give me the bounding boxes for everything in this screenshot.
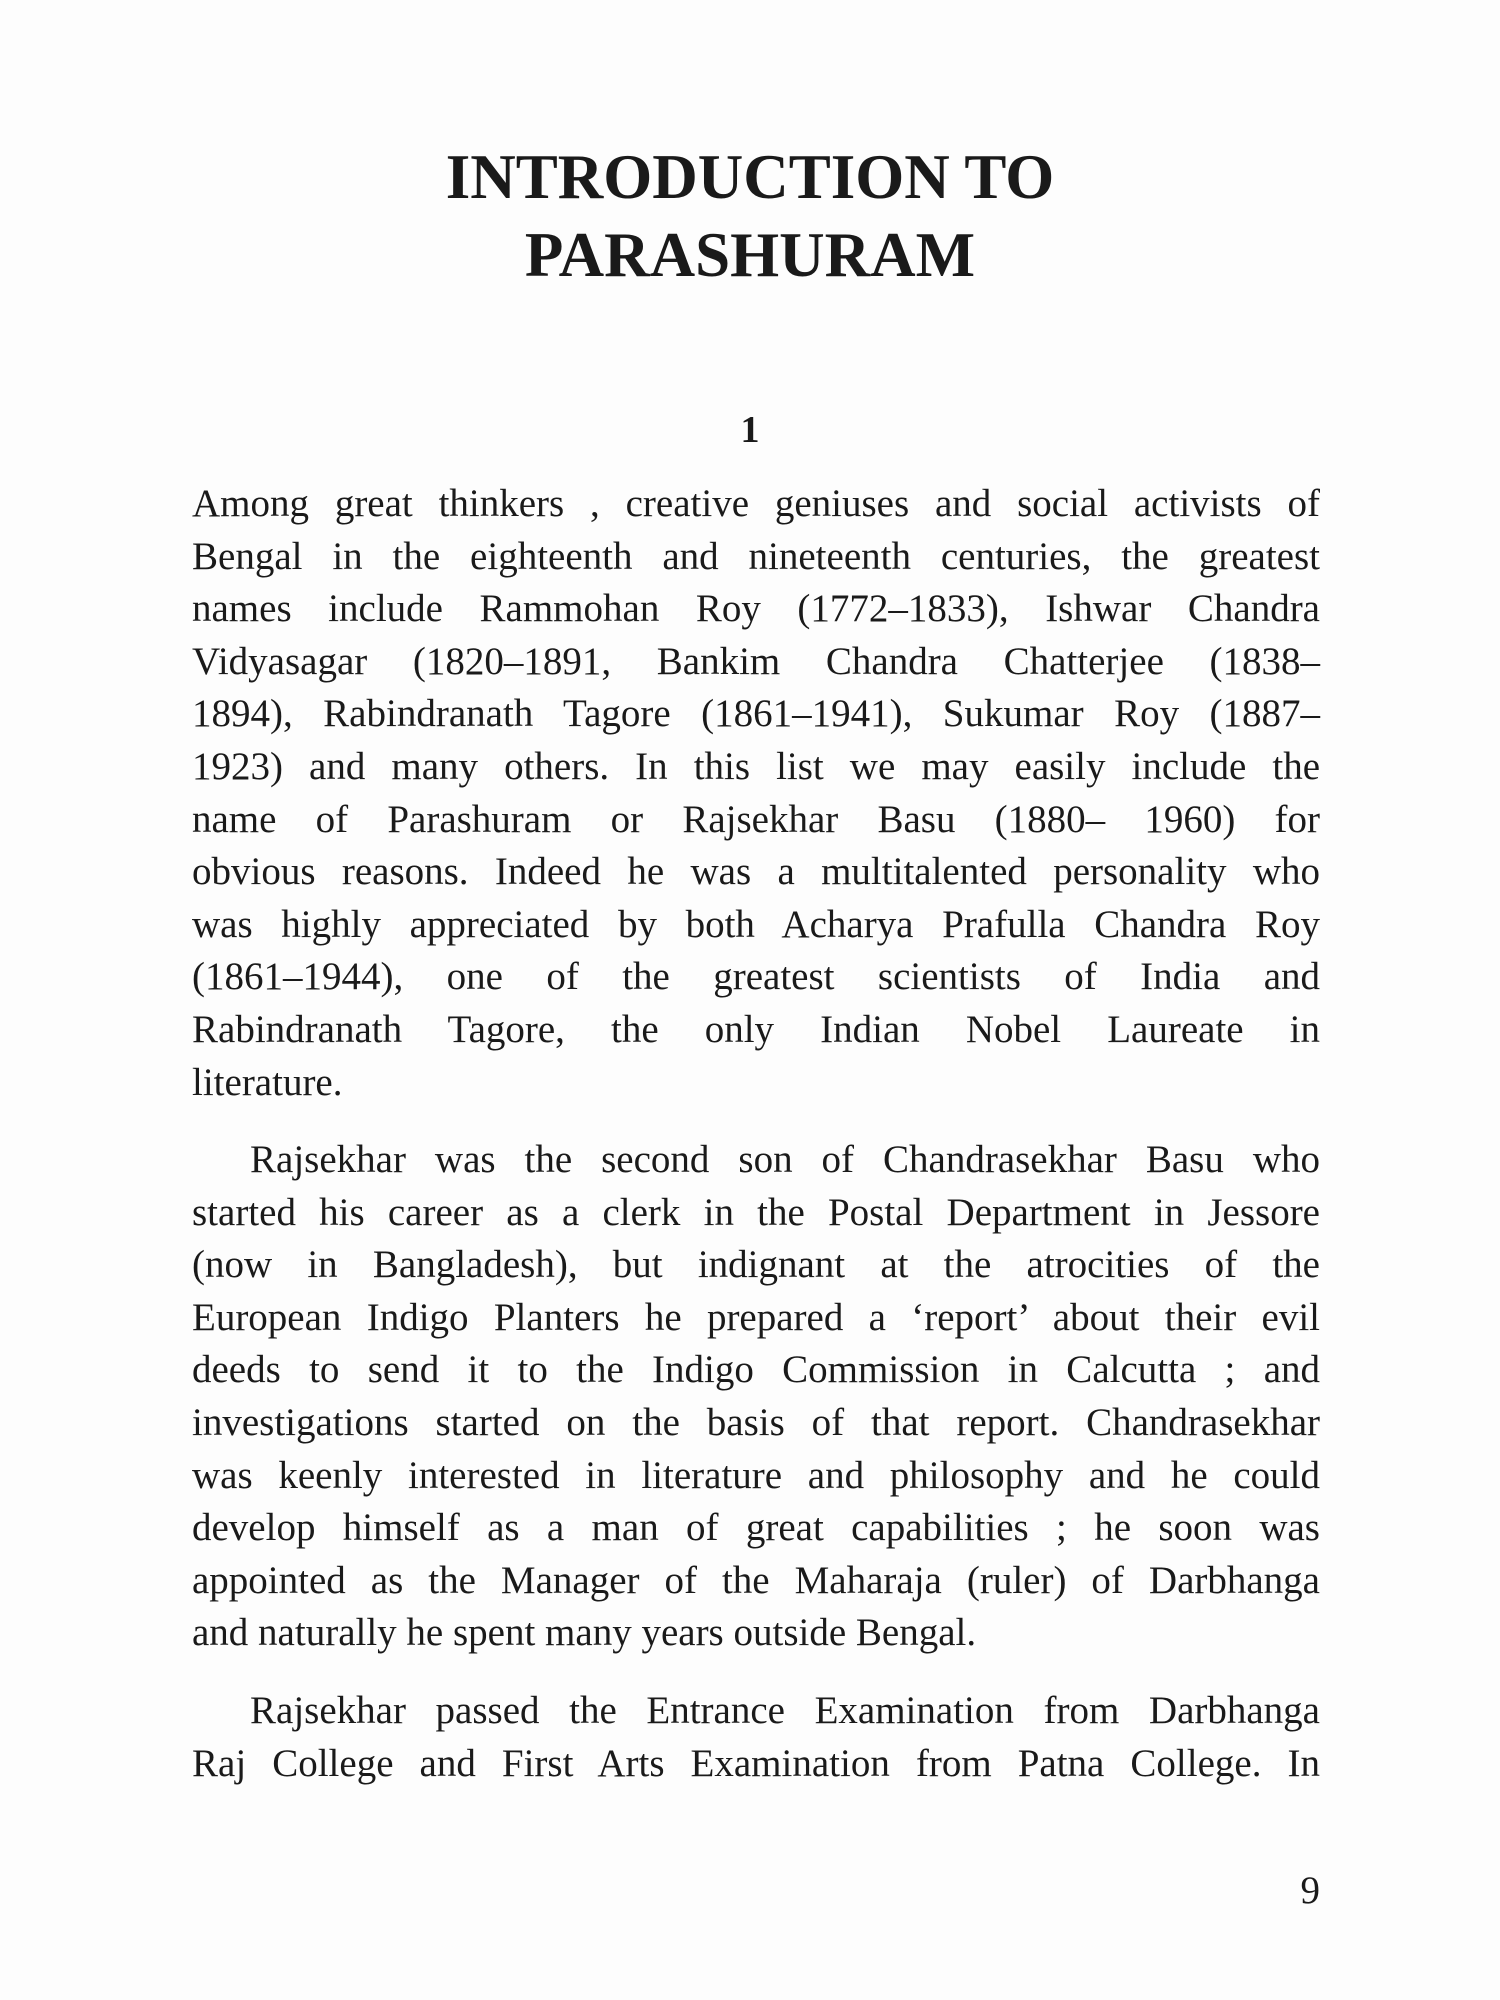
text-line: and naturally he spent many years outside Bengal. [192,1611,977,1655]
text-line: literature. [192,1060,343,1104]
text-line: was highly appreciated by both Acharya Prafulla Chandra Roy [192,902,1320,946]
text-line: started his career as a clerk in the Postal Department in Jessore [192,1190,1320,1234]
text-line: Rabindranath Tagore, the only Indian Nobel Laureate in [192,1007,1320,1051]
text-line: Rajsekhar passed the Entrance Examination from Darbhanga [250,1689,1320,1732]
text-line: (1861–1944), one of the greatest scientists of India and [192,955,1320,999]
page-number: 9 [1300,1869,1320,1912]
text-line: (now in Bangladesh), but indignant at the atrocities of the [192,1243,1320,1287]
text-line: investigations started on the basis of that report. Chandrasekhar [192,1400,1320,1444]
chapter-title-line-2: PARASHURAM [524,220,976,290]
text-line: obvious reasons. Indeed he was a multitalented personality who [192,850,1320,894]
text-line: European Indigo Planters he prepared a ‘report’ about their evil [192,1295,1320,1339]
chapter-title-line-1: INTRODUCTION TO [445,142,1055,212]
text-line: 1923) and many others. In this list we may easily include the [192,744,1320,788]
text-line: names include Rammohan Roy (1772–1833), Ishwar Chandra [192,587,1320,631]
text-line: deeds to send it to the Indigo Commission in Calcutta ; and [192,1348,1320,1392]
section-number: 1 [740,409,760,451]
text-line: Vidyasagar (1820–1891, Bankim Chandra Chatterjee (1838– [192,639,1320,683]
text-line: Rajsekhar was the second son of Chandrasekhar Basu who [250,1138,1320,1181]
text-line: was keenly interested in literature and philosophy and he could [192,1453,1320,1497]
text-line: name of Parashuram or Rajsekhar Basu (1880– 1960) for [192,797,1320,841]
chapter-title [0,138,1500,294]
text-line: develop himself as a man of great capabilities ; he soon was [192,1506,1320,1550]
paragraph-1 [192,478,1320,1109]
text-line: Bengal in the eighteenth and nineteenth centuries, the greatest [192,534,1320,578]
paragraph-3 [192,1685,1320,1790]
text-line: appointed as the Manager of the Maharaja (ruler) of Darbhanga [192,1558,1320,1602]
paragraph-2 [192,1134,1320,1660]
text-line: Among great thinkers , creative geniuses and social activists of [192,482,1320,525]
text-line: 1894), Rabindranath Tagore (1861–1941), Sukumar Roy (1887– [192,692,1320,736]
text-line: Raj College and First Arts Examination from Patna College. In [192,1741,1320,1785]
